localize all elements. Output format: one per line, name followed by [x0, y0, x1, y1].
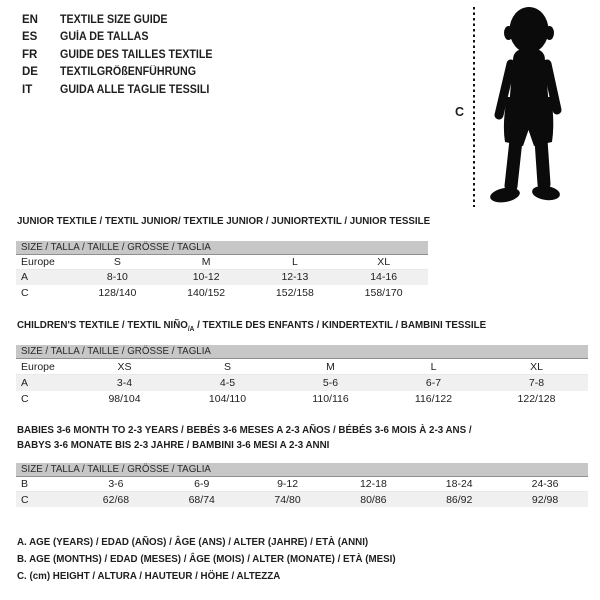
cell: 24-36	[531, 478, 559, 490]
size-header-text: SIZE / TALLA / TAILLE / GRÖSSE / TAGLIA	[21, 463, 211, 475]
cell: 122/128	[517, 393, 556, 405]
lang-label: GUÍA DE TALLAS	[60, 31, 149, 44]
lang-code: IT	[22, 83, 33, 96]
table-row-europe	[16, 255, 428, 270]
row-label: C	[21, 286, 29, 299]
footnote-c: C. (cm) HEIGHT / ALTURA / HAUTEUR / HÖHE / ALTEZZA	[17, 570, 281, 583]
lang-label: GUIDA ALLE TAGLIE TESSILI	[60, 83, 210, 96]
cell: S	[223, 360, 231, 373]
table-row-height	[16, 391, 588, 407]
lang-label: TEXTILE SIZE GUIDE	[60, 13, 168, 26]
babies-title-line2: BABYS 3-6 MONATE BIS 2-3 JAHRE / BAMBINI 3-6 MESI A 2-3 ANNI	[17, 438, 330, 451]
table-row-height	[16, 492, 588, 507]
size-header-bar	[16, 345, 588, 359]
junior-table-title	[17, 214, 461, 229]
cell: 6-7	[425, 376, 442, 389]
cell: 3-4	[116, 376, 133, 389]
row-label: C	[21, 493, 29, 506]
cell: 10-12	[192, 271, 220, 283]
size-header-bar	[16, 463, 588, 477]
cell: 9-12	[277, 478, 299, 490]
junior-title-text: JUNIOR TEXTILE / TEXTIL JUNIOR/ TEXTILE JUNIOR / JUNIORTEXTIL / JUNIOR TESSILE	[17, 215, 431, 227]
footnotes	[17, 534, 424, 586]
size-header-text: SIZE / TALLA / TAILLE / GRÖSSE / TAGLIA	[21, 241, 211, 253]
cell: 7-8	[528, 376, 545, 389]
lang-code: DE	[22, 66, 38, 79]
lang-row-it	[22, 81, 224, 99]
cell: 140/152	[187, 286, 226, 299]
cell: 6-9	[194, 478, 210, 490]
cell: L	[430, 360, 437, 373]
cell: 128/140	[98, 286, 137, 299]
babies-title-line1: BABIES 3-6 MONTH TO 2-3 YEARS / BEBÉS 3-6 MESES A 2-3 AÑOS / BÉBÉS 3-6 MOIS À 2-3 ANS /	[17, 424, 472, 436]
cell: 74/80	[274, 493, 301, 506]
lang-row-es	[22, 29, 224, 47]
cell: 92/98	[531, 493, 559, 506]
babies-size-table	[16, 463, 588, 507]
cell: 110/116	[312, 393, 349, 405]
row-label: A	[21, 376, 29, 389]
lang-code: ES	[22, 31, 38, 44]
cell: 158/170	[364, 286, 403, 299]
table-row-europe	[16, 359, 588, 375]
cell: 3-6	[108, 478, 124, 490]
size-header-bar	[16, 241, 428, 255]
row-label: Europe	[21, 256, 55, 268]
footnote-a: A. AGE (YEARS) / EDAD (AÑOS) / ÂGE (ANS) / ALTER (JAHRE) / ETÀ (ANNI)	[17, 536, 369, 548]
cell: 62/68	[102, 493, 130, 506]
lang-code: FR	[22, 48, 38, 61]
size-header-text: SIZE / TALLA / TAILLE / GRÖSSE / TAGLIA	[21, 345, 211, 357]
lang-row-de	[22, 64, 224, 82]
table-row-months	[16, 477, 588, 492]
cell: 98/104	[108, 393, 141, 405]
children-title-text: CHILDREN'S TEXTILE / TEXTIL $NIÑO_{/A}$ / TEXTILE DES ENFANTS / KINDERTEXTIL / BAMBINI TESSILE	[17, 319, 487, 334]
cell: 14-16	[370, 271, 398, 283]
cell: 8-10	[106, 271, 128, 283]
baby-silhouette-icon	[482, 2, 574, 205]
cell: 18-24	[445, 478, 473, 490]
cell: 86/92	[446, 493, 473, 506]
babies-table-title	[17, 423, 506, 452]
cell: XL	[377, 256, 391, 268]
cell: M	[201, 256, 211, 268]
cell: 116/122	[414, 393, 453, 405]
row-label: Europe	[21, 360, 55, 373]
lang-label: TEXTILGRÖßENFÜHRUNG	[60, 66, 197, 79]
lang-row-en	[22, 11, 224, 29]
row-label: C	[21, 393, 29, 405]
cell: 4-5	[219, 376, 236, 389]
footnote-b: B. AGE (MONTHS) / EDAD (MESES) / ÂGE (MOIS) / ALTER (MONATE) / ETÀ (MESI)	[17, 553, 396, 566]
cell: 12-18	[359, 478, 387, 490]
height-measure-label: C	[455, 105, 465, 119]
cell: XS	[117, 360, 132, 373]
cell: 104/110	[208, 393, 247, 405]
row-label: B	[21, 478, 29, 490]
language-list	[22, 11, 224, 99]
table-row-height	[16, 285, 428, 300]
cell: 80/86	[360, 493, 387, 506]
cell: XL	[530, 360, 543, 373]
lang-label: GUIDE DES TAILLES TEXTILE	[60, 48, 213, 61]
lang-code: EN	[22, 13, 38, 26]
cell: S	[113, 256, 121, 268]
lang-row-fr	[22, 46, 224, 64]
cell: 12-13	[281, 271, 309, 283]
children-size-table	[16, 345, 588, 407]
children-table-title	[17, 318, 521, 338]
height-measure-line	[472, 7, 476, 207]
cell: 152/158	[275, 286, 314, 299]
table-row-age	[16, 375, 588, 391]
row-label: A	[21, 271, 29, 283]
cell: L	[291, 256, 298, 268]
cell: M	[326, 360, 335, 373]
cell: 5-6	[322, 376, 339, 389]
junior-size-table	[16, 241, 428, 300]
cell: 68/74	[188, 493, 215, 506]
table-row-age	[16, 270, 428, 285]
